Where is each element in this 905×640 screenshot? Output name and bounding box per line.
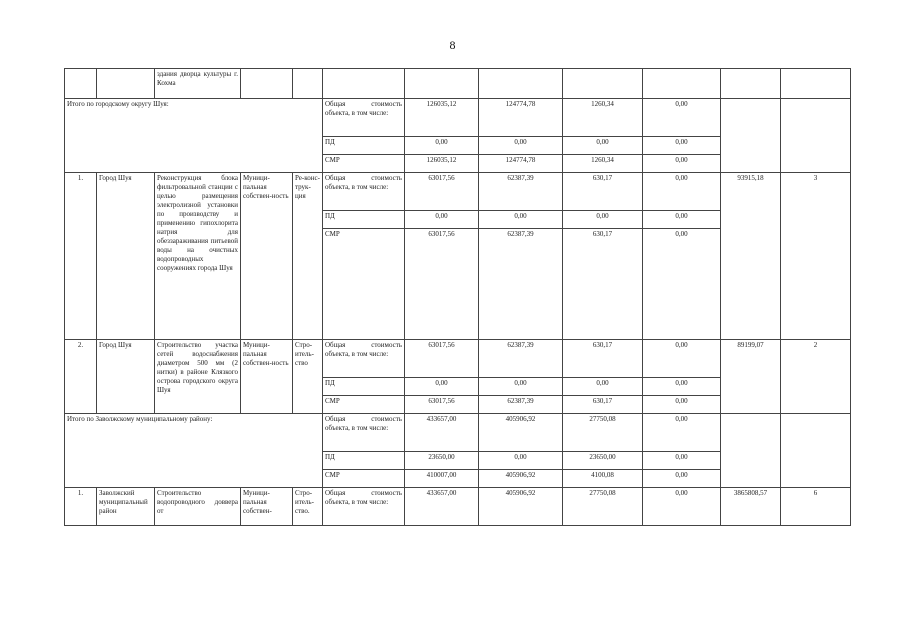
value-cell: 124774,78	[479, 99, 563, 137]
value-cell: 0,00	[643, 470, 721, 488]
cell-empty	[781, 414, 851, 488]
row-number: 1.	[65, 173, 97, 340]
cost-type-label: ПД	[323, 211, 405, 229]
cost-type-label: Общая стоимость объекта, в том числе:	[323, 414, 405, 452]
value-cell: 0,00	[479, 378, 563, 396]
value-cell: 63017,56	[405, 396, 479, 414]
value-cell: 0,00	[563, 378, 643, 396]
value-cell: 0,00	[405, 137, 479, 155]
subtotal-label: Итого по Заволжскому муниципальному району:	[65, 414, 323, 488]
value-cell: 23650,00	[563, 452, 643, 470]
value-cell: 630,17	[563, 396, 643, 414]
cost-type-label: Общая стоимость объекта, в том числе:	[323, 99, 405, 137]
investment-program-table	[64, 68, 851, 526]
value-cell: 0,00	[643, 452, 721, 470]
value-cell: 0,00	[643, 155, 721, 173]
value-cell: 0,00	[563, 137, 643, 155]
subtotal-label: Итого по городскому округу Шуя:	[65, 99, 323, 173]
cost-type-label: Общая стоимость объекта, в том числе:	[323, 173, 405, 211]
value-cell: 62387,39	[479, 396, 563, 414]
table-row-shuya-total	[65, 99, 851, 137]
work-type-cell: Стро-итель-ство.	[293, 488, 323, 526]
table-row-project-3	[65, 488, 851, 526]
cost-type-label: СМР	[323, 155, 405, 173]
value-cell: 410007,00	[405, 470, 479, 488]
value-cell: 0,00	[643, 396, 721, 414]
value-cell: 1260,34	[563, 155, 643, 173]
value-cell: 0,00	[479, 452, 563, 470]
value-cell: 124774,78	[479, 155, 563, 173]
cell-empty	[241, 69, 293, 99]
cell-empty	[721, 414, 781, 488]
cell-empty	[563, 69, 643, 99]
value-cell: 630,17	[563, 340, 643, 378]
value-cell: 0,00	[643, 173, 721, 211]
cost-type-label: СМР	[323, 470, 405, 488]
value-cell: 0,00	[563, 211, 643, 229]
table-row-project-2	[65, 340, 851, 378]
cell-empty	[781, 69, 851, 99]
ownership-cell: Муници-пальная собствен-ность	[241, 173, 293, 340]
value-cell: 0,00	[643, 211, 721, 229]
cell-empty	[781, 99, 851, 173]
value-cell: 433657,00	[405, 414, 479, 452]
value-cell: 405906,92	[479, 488, 563, 526]
object-name-cell: Строительство водопроводного доввера от	[155, 488, 241, 526]
municipality-cell: Заволжский муниципальный район	[97, 488, 155, 526]
value-cell: 0,00	[405, 211, 479, 229]
value-cell: 1260,34	[563, 99, 643, 137]
value-cell: 433657,00	[405, 488, 479, 526]
rank-cell: 3	[781, 173, 851, 340]
value-cell: 62387,39	[479, 340, 563, 378]
work-type-cell: Ре-конс-трук-ция	[293, 173, 323, 340]
value-cell: 27750,08	[563, 488, 643, 526]
rank-cell: 2	[781, 340, 851, 414]
value-cell: 62387,39	[479, 229, 563, 340]
value-cell: 0,00	[643, 229, 721, 340]
ownership-cell: Муници-пальная собствен-ность	[241, 340, 293, 414]
cell-empty	[293, 69, 323, 99]
cost-type-label: ПД	[323, 452, 405, 470]
work-type-cell: Стро-итель-ство	[293, 340, 323, 414]
value-cell: 62387,39	[479, 173, 563, 211]
cost-type-label: Общая стоимость объекта, в том числе:	[323, 488, 405, 526]
value-cell: 405906,92	[479, 414, 563, 452]
cell-empty	[97, 69, 155, 99]
cost-type-label: ПД	[323, 137, 405, 155]
object-name-cell: Реконструкция блока фильтровальной станции с целью размещения электролизной установки по производству и применению гипохлорита натрия для обеззараживания питьевой воды на очистных водопроводных сооружениях города Шуя	[155, 173, 241, 340]
cost-type-label: ПД	[323, 378, 405, 396]
table-row-zavolzhsk-total	[65, 414, 851, 452]
value-cell: 23650,00	[405, 452, 479, 470]
capacity-cell: 89199,07	[721, 340, 781, 414]
page-number: 8	[449, 38, 456, 52]
cell-empty	[405, 69, 479, 99]
municipality-cell: Город Шуя	[97, 173, 155, 340]
value-cell: 0,00	[479, 137, 563, 155]
object-name-cell: Строительство участка сетей водоснабжения диаметром 500 мм (2 нитки) в районе Клязкого острова городского округа Шуя	[155, 340, 241, 414]
value-cell: 0,00	[643, 99, 721, 137]
table-row-project-1	[65, 173, 851, 211]
capacity-cell: 93915,18	[721, 173, 781, 340]
cost-type-label: СМР	[323, 229, 405, 340]
cell-empty	[643, 69, 721, 99]
cell-empty	[65, 69, 97, 99]
cost-type-label: СМР	[323, 396, 405, 414]
cell-empty	[479, 69, 563, 99]
value-cell: 126035,12	[405, 99, 479, 137]
value-cell: 630,17	[563, 229, 643, 340]
value-cell: 126035,12	[405, 155, 479, 173]
capacity-cell: 3865808,57	[721, 488, 781, 526]
value-cell: 0,00	[643, 378, 721, 396]
cell-empty	[323, 69, 405, 99]
ownership-cell: Муници-пальная собствен-	[241, 488, 293, 526]
table-row-continued	[65, 69, 851, 99]
cell-empty	[721, 69, 781, 99]
value-cell: 405906,92	[479, 470, 563, 488]
municipality-cell: Город Шуя	[97, 340, 155, 414]
rank-cell: 6	[781, 488, 851, 526]
cell-empty	[721, 99, 781, 173]
value-cell: 0,00	[643, 340, 721, 378]
cost-type-label: Общая стоимость объекта, в том числе:	[323, 340, 405, 378]
value-cell: 63017,56	[405, 340, 479, 378]
value-cell: 0,00	[405, 378, 479, 396]
row-number: 2.	[65, 340, 97, 414]
value-cell: 630,17	[563, 173, 643, 211]
value-cell: 0,00	[643, 488, 721, 526]
value-cell: 63017,56	[405, 229, 479, 340]
object-name-cell: здания дворца культуры г. Кохма	[155, 69, 241, 99]
row-number: 1.	[65, 488, 97, 526]
value-cell: 4100,08	[563, 470, 643, 488]
value-cell: 0,00	[479, 211, 563, 229]
value-cell: 27750,08	[563, 414, 643, 452]
value-cell: 0,00	[643, 414, 721, 452]
value-cell: 0,00	[643, 137, 721, 155]
value-cell: 63017,56	[405, 173, 479, 211]
